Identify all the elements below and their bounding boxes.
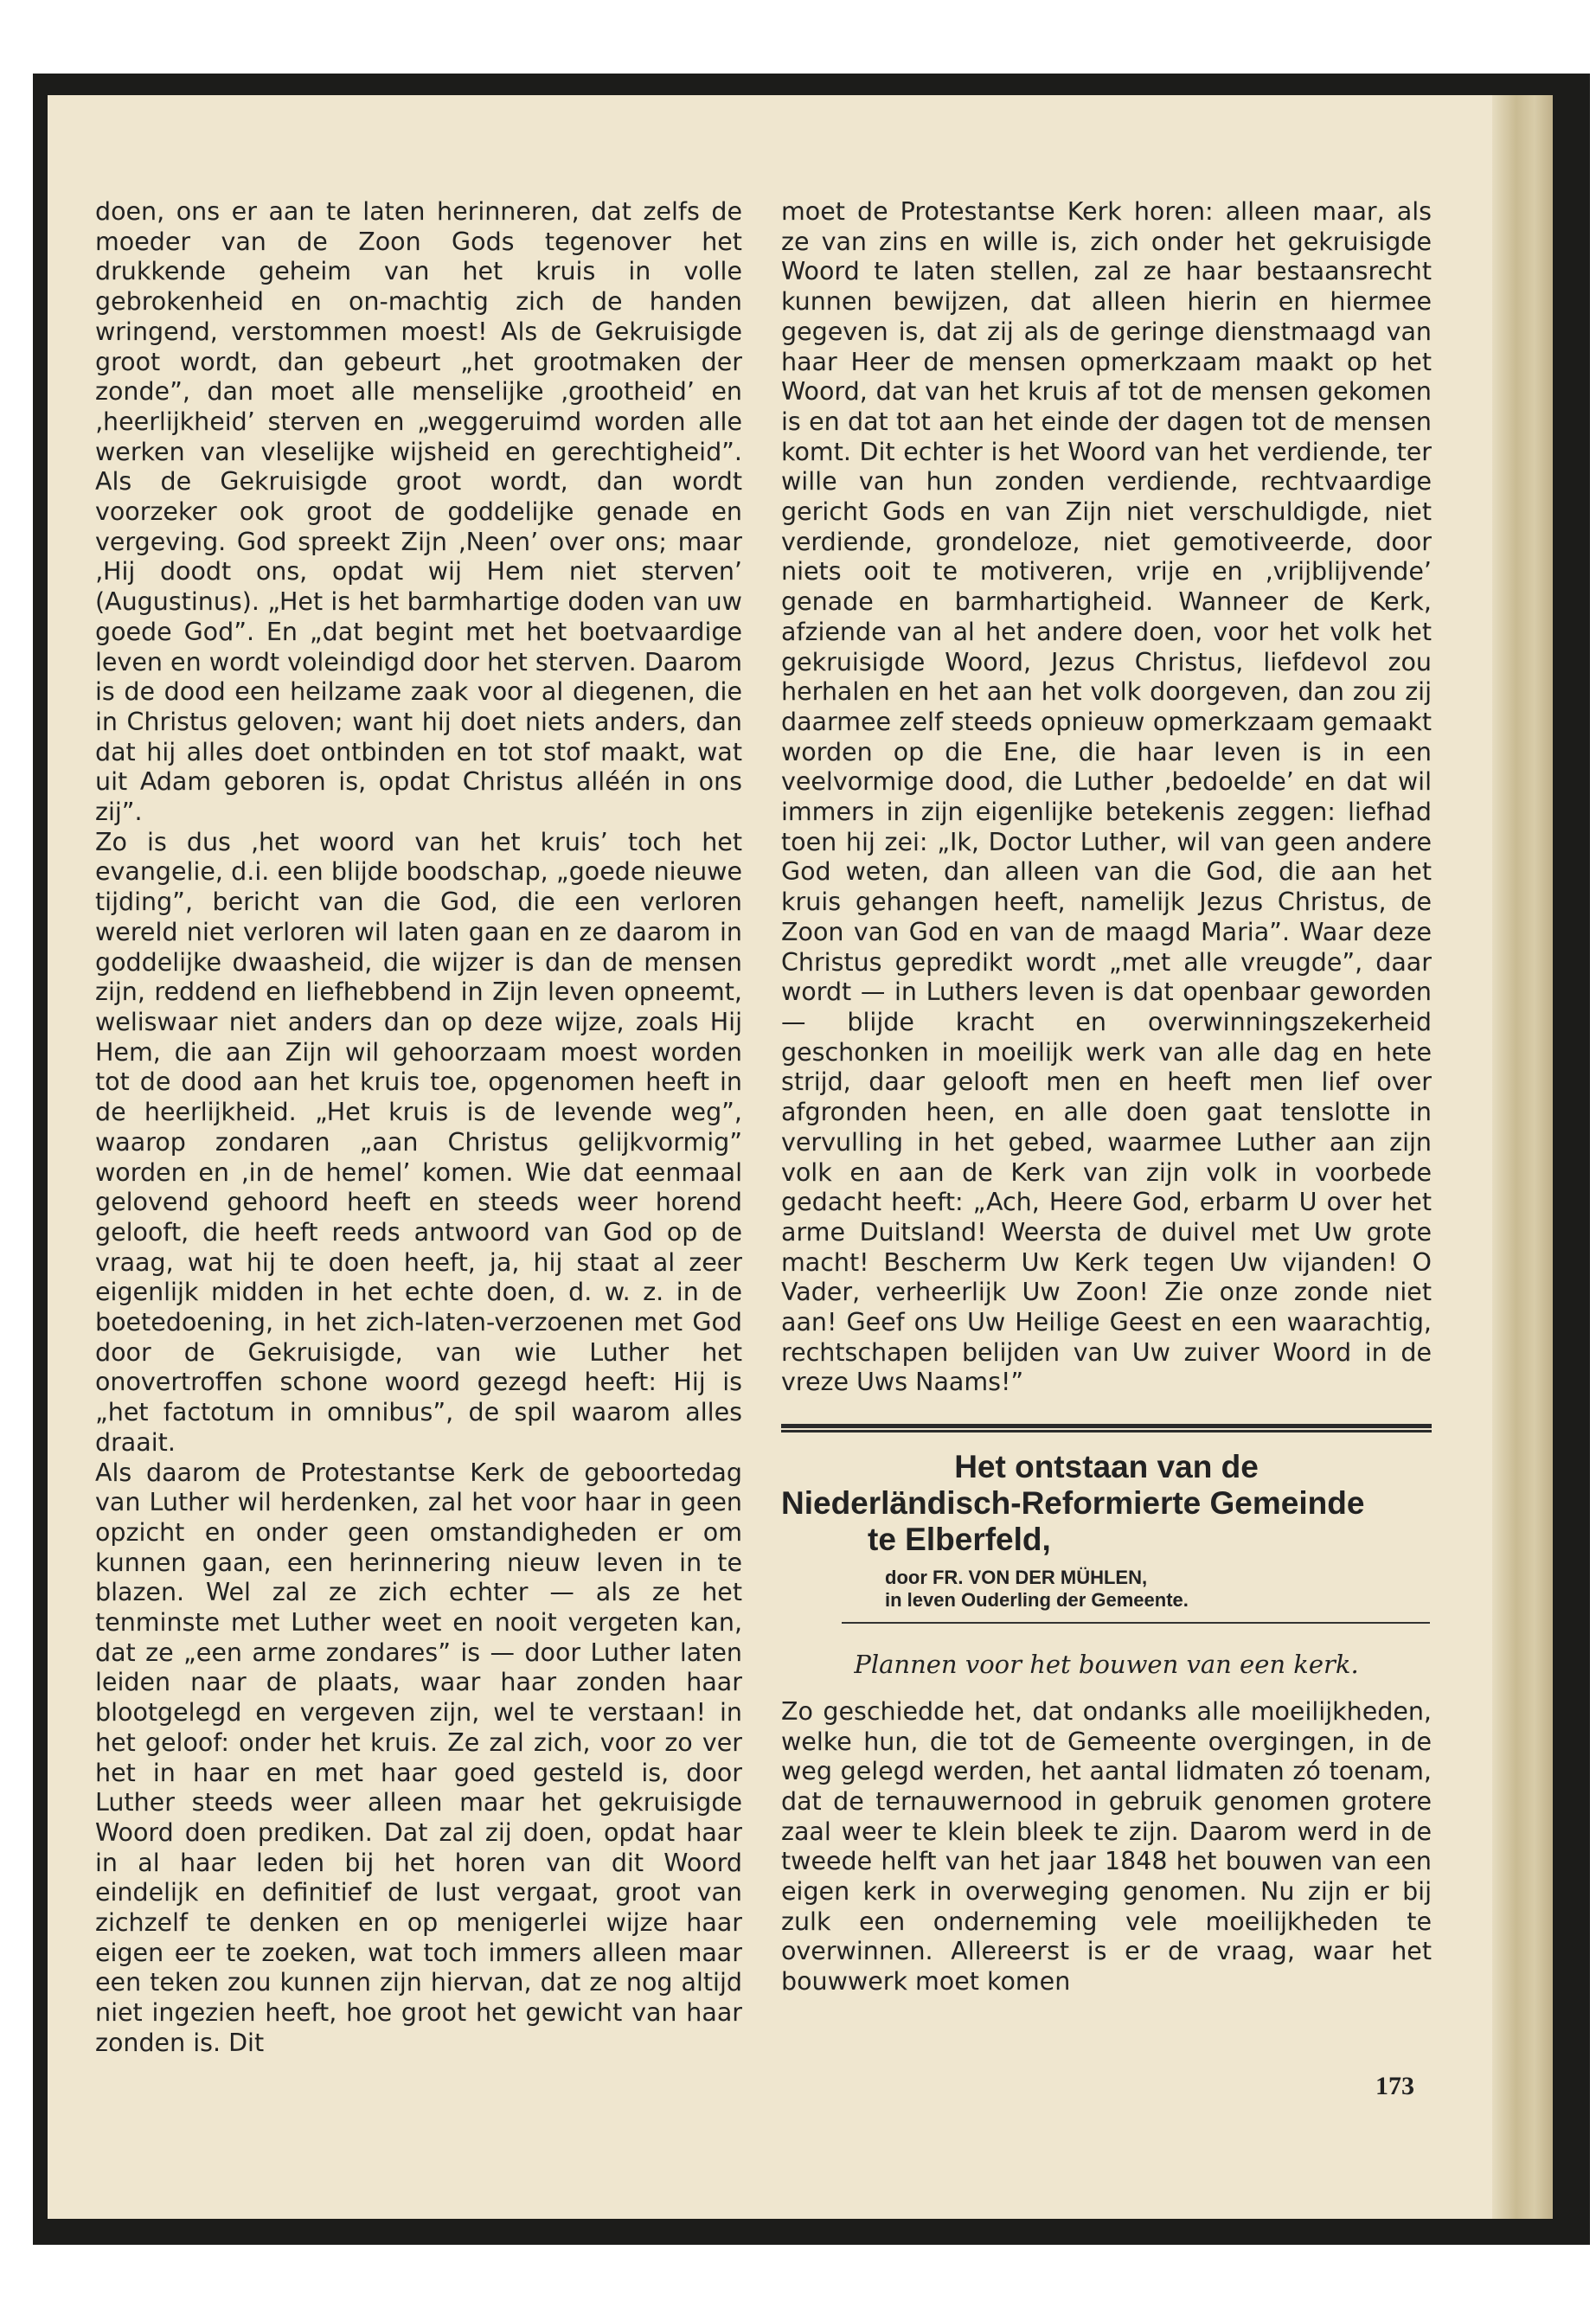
right-column [781,197,1432,1997]
paragraph: moet de Protestantse Kerk horen: alleen maar, als ze van zins en wille is, zich onder het gekruisigde Woord te laten stellen, zal ze haar bestaansrecht kunnen bewijzen, dat alleen hierin en hiermee gegeven is, dat zij als de geringe dienstmaagd van haar Heer de mensen opmerkzaam maakt op het Woord, dat van het kruis af tot de mensen gekomen is en dat tot aan het einde der dagen tot de mensen komt. Dit echter is het Woord van het verdiende, ter wille van hun zonden verdiende, rechtvaardige gericht Gods en van Zijn niet verschuldigde, niet verdiende, grondeloze, niet gemotiveerde, door niets ooit te motiveren, vrije en ‚vrijblijvende’ genade en barmhartigheid. Wanneer de Kerk, afziende van al het andere doen, voor het volk het gekruisigde Woord, Jezus Christus, liefdevol zou herhalen en het aan het volk doorgeven, dan zou zij daarmee zelf steeds opnieuw opmerkzaam gemaakt worden op die Ene, die haar leven is in een veelvormige dood, die Luther ‚bedoelde’ en dat wil immers in zijn eigenlijke betekenis zeggen: liefhad toen hij zei: „Ik, Doctor Luther, wil van geen andere God weten, dan alleen van die God, die aan het kruis gehangen heeft, namelijk Jezus Christus, de Zoon van God en van de maagd Maria”. Waar deze Christus gepredikt wordt „met alle vreugde”, daar wordt — in Luthers leven is dat openbaar geworden — blijde kracht en overwinningszekerheid geschonken in moeilijk werk van alle dag en hete strijd, daar gelooft men en heeft men lief over afgronden heen, en alle doen gaat tenslotte in vervulling in het gebed, waarmee Luther aan zijn volk en aan de Kerk van zijn volk in voorbede gedacht heeft: „Ach, Heere God, erbarm U over het arme Duitsland! Weersta de duivel met Uw grote macht! Bescherm Uw Kerk tegen Uw vijanden! O Vader, verheerlijk Uw Zoon! Zie onze zonde niet aan! Geef ons Uw Heilige Geest en een waarachtig, rechtschapen belijden van Uw zuiver Woord in de vreze Uws Naams!” [781,197,1432,1397]
article-subheading: Plannen voor het bouwen van een kerk. [854,1650,1359,1680]
paragraph: Als daarom de Protestantse Kerk de geboortedag van Luther wil herdenken, zal het voor haar in geen opzicht en onder geen omstandigheden er om kunnen gaan, een herinnering nieuw leven in te blazen. Wel zal ze zich echter — als ze het tenminste met Luther weet en nooit vergeten kan, dat ze „een arme zondares” is — door Luther laten leiden naar de plaats, waar haar zonden haar blootgelegd en vergeven zijn, wel te verstaan! in het geloof: onder het kruis. Ze zal zich, voor zo ver het in haar en met haar goed gesteld is, door Luther steeds weer alleen maar het gekruisigde Woord doen prediken. Dat zal zij doen, opdat haar in al haar leden bij het horen van dit Woord eindelijk en definitief de lust vergaat, groot van zichzelf te denken en op menigerlei wijze haar eigen eer te zoeken, wat toch immers alleen maar een teken zou kunnen zijn hiervan, dat ze nog altijd niet ingezien heeft, hoe groot het gewicht van haar zonden is. Dit [95,1458,742,2057]
left-column [95,197,742,2059]
page-number: 173 [1375,2072,1414,2100]
section-divider [781,1424,1432,1430]
byline-author: door FR. VON DER MÜHLEN, [885,1567,1148,1589]
paragraph: doen, ons er aan te laten herinneren, dat zelfs de moeder van de Zoon Gods tegenover het drukkende geheim van het kruis in volle gebrokenheid en on-machtig zich de handen wringend, verstommen moest! Als de Gekruisigde groot wordt, dan gebeurt „het grootmaken der zonde”, dan moet alle menselijke ‚grootheid’ en ‚heerlijkheid’ sterven en „weggeruimd worden alle werken van vleselijke wijsheid en gerechtigheid”. Als de Gekruisigde groot wordt, dan wordt voorzeker ook groot de goddelijke genade en vergeving. God spreekt Zijn ‚Neen’ over ons; maar ‚Hij doodt ons, opdat wij Hem niet sterven’ (Augustinus). „Het is het barmhartige doden van uw goede God”. En „dat begint met het boetvaardige leven en wordt voleindigd door het sterven. Daarom is de dood een heilzame zaak voor al diegenen, die in Christus geloven; want hij doet niets anders, dan dat hij alles doet ontbinden en tot stof maakt, wat uit Adam geboren is, opdat Christus alléén in ons zij”. [95,197,742,827]
byline-role: in leven Ouderling der Gemeente. [885,1589,1189,1612]
article-body: Zo geschiedde het, dat ondanks alle moeilijkheden, welke hun, die tot de Gemeente overgingen, in de weg gelegd werden, het aantal lidmaten zó toenam, dat de ternauwernood in gebruik genomen grotere zaal weer te klein bleek te zijn. Daarom werd in de tweede helft van het jaar 1848 het bouwen van een eigen kerk in overweging genomen. Nu zijn er bij zulk een onderneming vele moeilijkheden te overwinnen. Allereerst is er de vraag, waar het bouwwerk moet komen [781,1696,1432,1997]
byline [885,1567,1432,1612]
article-title [781,1449,1432,1558]
page-edge [1492,95,1553,2219]
article-title-line: Het ontstaan van de [954,1449,1259,1485]
article-title-line: te Elberfeld, [868,1522,1051,1558]
article-title-line: Niederländisch-Reformierte Gemeinde [781,1485,1365,1522]
paragraph: Zo is dus ‚het woord van het kruis’ toch het evangelie, d.i. een blijde boodschap, „goede nieuwe tijding”, bericht van die God, die een verloren wereld niet verloren wil laten gaan en ze daarom in goddelijke dwaasheid, die wijzer is dan de mensen zijn, reddend en liefhebbend in Zijn leven opneemt, weliswaar niet anders dan op deze wijze, zoals Hij Hem, die aan Zijn wil gehoorzaam moest worden tot de dood aan het kruis toe, opgenomen heeft in de heerlijkheid. „Het kruis is de levende weg”, waarop zondaren „aan Christus gelijkvormig” worden en ‚in de hemel’ komen. Wie dat eenmaal gelovend gehoord heeft en steeds weer horend gelooft, die heeft reeds antwoord van God op de vraag, wat hij te doen heeft, ja, hij staat al zeer eigenlijk midden in het echte doen, d. w. z. in de boetedoening, in het zich-laten-verzoenen met God door de Gekruisigde, van wie Luther het onovertroffen schone woord gezegd heeft: Hij is „het factotum in omnibus”, de spil waarom alles draait. [95,827,742,1457]
byline-divider [842,1622,1430,1624]
